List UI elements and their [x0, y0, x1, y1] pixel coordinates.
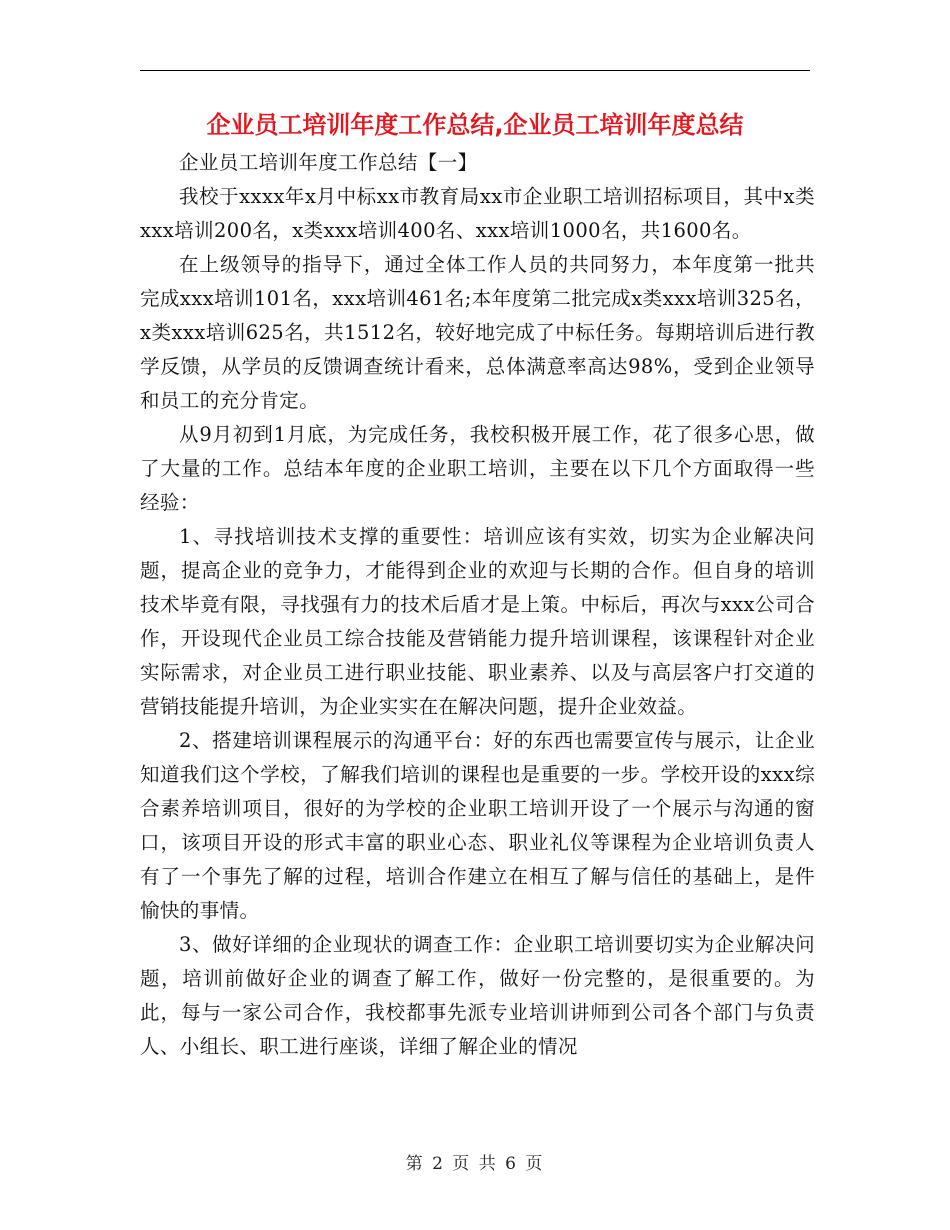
paragraph: 在上级领导的指导下，通过全体工作人员的共同努力，本年度第一批共完成xxx培训101名，xxx培训461名;本年度第二批完成x类xxx培训325名，x类xxx培训625名，共1512名，较好地完成了中标任务。每期培训后进行教学反馈，从学员的反馈调查统计看来，总体满意率高达98%，受到企业领导和员工的充分肯定。 — [140, 253, 815, 412]
paragraph: 1、寻找培训技术支撑的重要性：培训应该有实效，切实为企业解决问题，提高企业的竞争力，才能得到企业的欢迎与长期的合作。但自身的培训技术毕竟有限，寻找强有力的技术后盾才是上策。中标后，再次与xxx公司合作，开设现代企业员工综合技能及营销能力提升培训课程，该课程针对企业实际需求，对企业员工进行职业技能、职业素养、以及与高层客户打交道的营销技能提升培训，为企业实实在在解决问题，提升企业效益。 — [140, 525, 815, 718]
document-title: 企业员工培训年度工作总结,企业员工培训年度总结 — [206, 111, 744, 139]
paragraph: 2、搭建培训课程展示的沟通平台：好的东西也需要宣传与展示，让企业知道我们这个学校，了解我们培训的课程也是重要的一步。学校开设的xxx综合素养培训项目，很好的为学校的企业职工培训开设了一个展示与沟通的窗口，该项目开设的形式丰富的职业心态、职业礼仪等课程为企业培训负责人有了一个事先了解的过程，培训合作建立在相互了解与信任的基础上，是件愉快的事情。 — [140, 729, 815, 922]
page-number-footer: 第 2 页 共 6 页 — [405, 1154, 545, 1174]
paragraph: 3、做好详细的企业现状的调查工作：企业职工培训要切实为企业解决问题，培训前做好企业的调查了解工作，做好一份完整的，是很重要的。为此，每与一家公司合作，我校都事先派专业培训讲师到公司各个部门与负责人、小组长、职工进行座谈，详细了解企业的情况 — [140, 933, 815, 1058]
paragraph: 我校于xxxx年x月中标xx市教育局xx市企业职工培训招标项目，其中x类xxx培训200名，x类xxx培训400名、xxx培训1000名，共1600名。 — [140, 185, 815, 242]
section-heading: 企业员工培训年度工作总结【一】 — [179, 151, 478, 174]
header-rule — [140, 70, 810, 71]
paragraph: 从9月初到1月底，为完成任务，我校积极开展工作，花了很多心思，做了大量的工作。总结本年度的企业职工培训，主要在以下几个方面取得一些经验： — [140, 423, 815, 514]
document-body — [140, 146, 815, 1064]
